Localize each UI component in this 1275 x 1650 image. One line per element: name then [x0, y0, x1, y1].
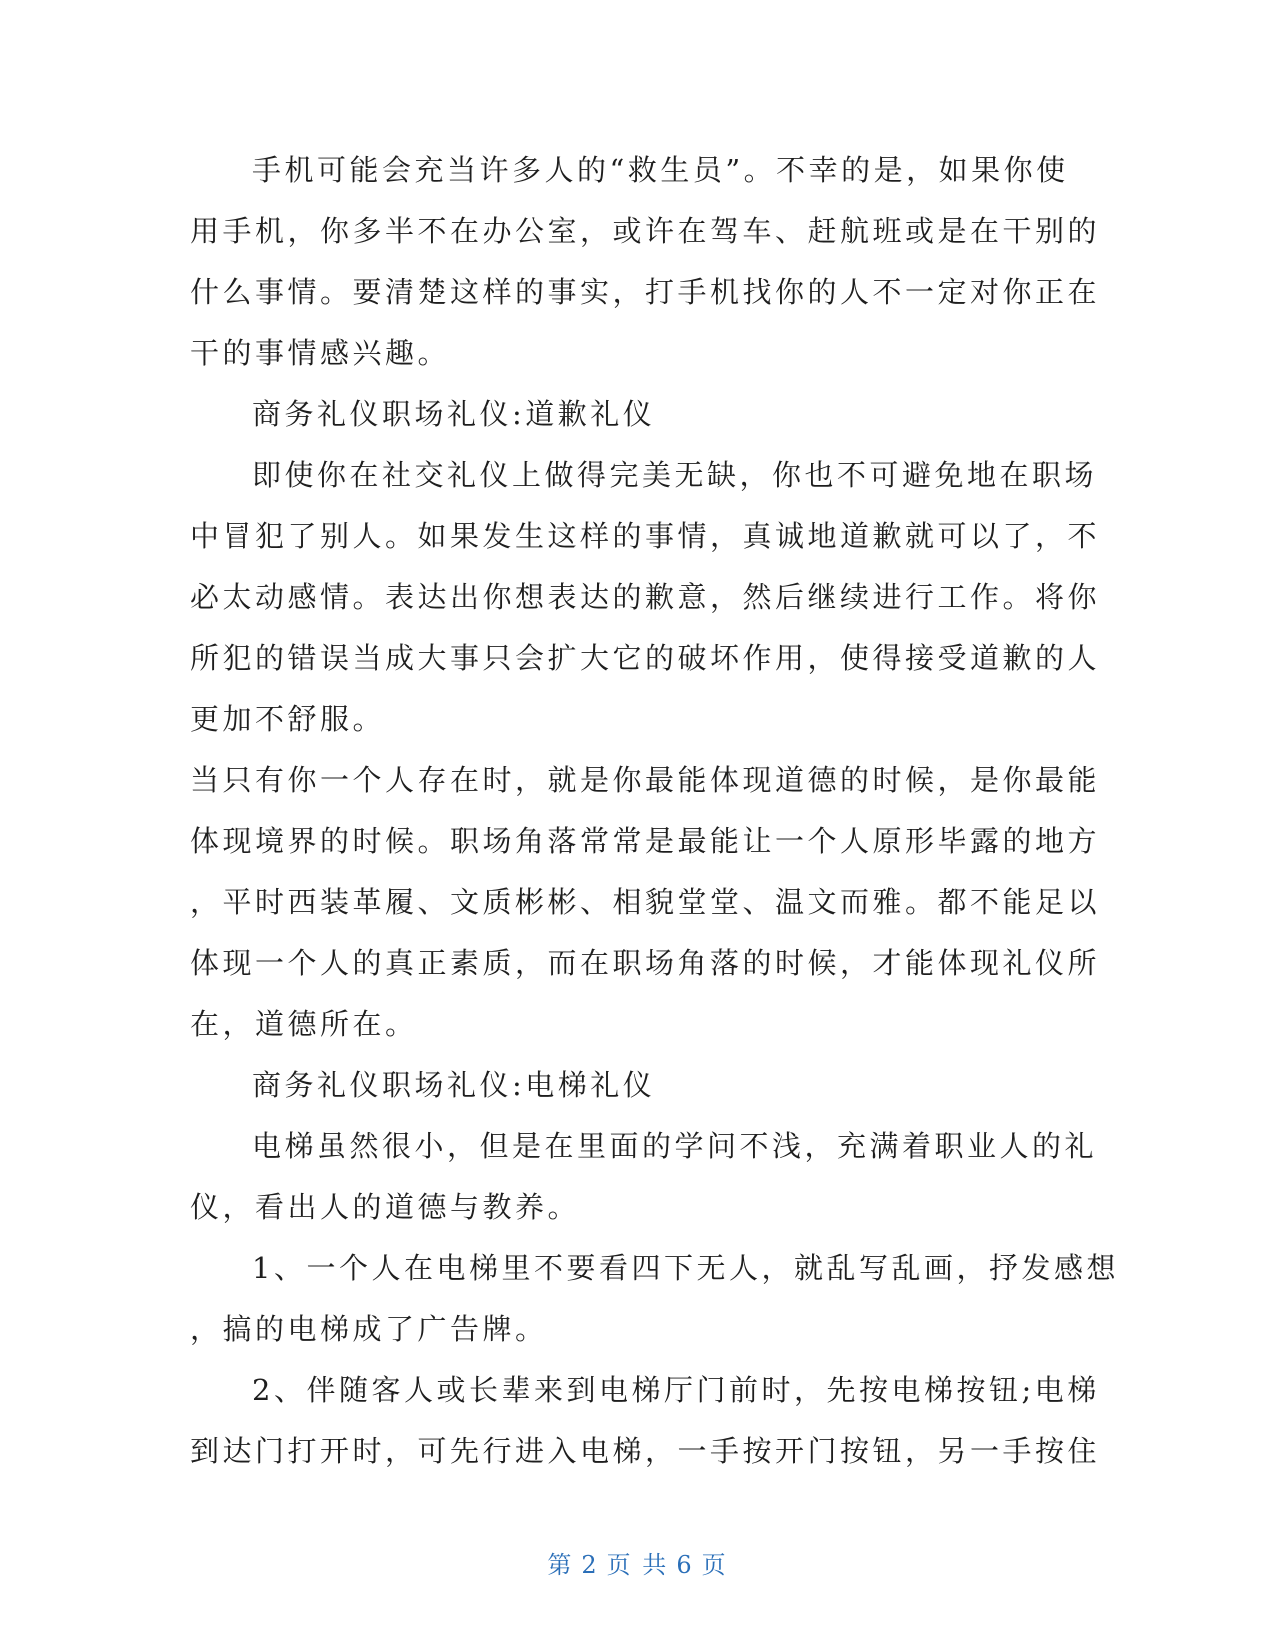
current-page-number: 2 [581, 1551, 599, 1579]
list-item: 1、一个人在电梯里不要看四下无人，就乱写乱画，抒发感想 [252, 1251, 1119, 1285]
text-line: ，平时西装革履、文质彬彬、相貌堂堂、温文而雅。都不能足以 [190, 885, 1101, 919]
text-line: 用手机，你多半不在办公室，或许在驾车、赶航班或是在干别的 [190, 214, 1101, 248]
section-heading: 商务礼仪职场礼仪:道歉礼仪 [252, 397, 656, 431]
text-line: 什么事情。要清楚这样的事实，打手机找你的人不一定对你正在 [190, 275, 1101, 309]
total-pages-number: 6 [676, 1551, 694, 1579]
text-line: 到达门打开时，可先行进入电梯，一手按开门按钮，另一手按住 [190, 1434, 1101, 1468]
text-line: 电梯虽然很小，但是在里面的学问不浅，充满着职业人的礼 [252, 1129, 1098, 1163]
list-item: 2、伴随客人或长辈来到电梯厅门前时，先按电梯按钮;电梯 [252, 1373, 1100, 1407]
text-line: 当只有你一个人存在时，就是你最能体现道德的时候，是你最能 [190, 763, 1101, 797]
footer-prefix: 第 [547, 1551, 574, 1579]
footer-middle: 页 共 [606, 1551, 669, 1579]
text-line: 更加不舒服。 [190, 702, 386, 736]
text-line: 干的事情感兴趣。 [190, 336, 451, 370]
text-line: 手机可能会充当许多人的“救生员”。不幸的是，如果你使 [252, 153, 1069, 187]
text-line: ，搞的电梯成了广告牌。 [190, 1312, 548, 1346]
footer-suffix: 页 [701, 1551, 728, 1579]
page-body [190, 140, 1119, 1482]
text-line: 体现境界的时候。职场角落常常是最能让一个人原形毕露的地方 [190, 824, 1101, 858]
text-line: 即使你在社交礼仪上做得完美无缺，你也不可避免地在职场 [252, 458, 1098, 492]
text-line: 必太动感情。表达出你想表达的歉意，然后继续进行工作。将你 [190, 580, 1101, 614]
text-line: 仪，看出人的道德与教养。 [190, 1190, 581, 1224]
text-line: 体现一个人的真正素质，而在职场角落的时候，才能体现礼仪所 [190, 946, 1101, 980]
text-line: 所犯的错误当成大事只会扩大它的破坏作用，使得接受道歉的人 [190, 641, 1101, 675]
page-footer [0, 1545, 1275, 1580]
text-line: 中冒犯了别人。如果发生这样的事情，真诚地道歉就可以了，不 [190, 519, 1101, 553]
section-heading: 商务礼仪职场礼仪:电梯礼仪 [252, 1068, 656, 1102]
text-line: 在，道德所在。 [190, 1007, 418, 1041]
